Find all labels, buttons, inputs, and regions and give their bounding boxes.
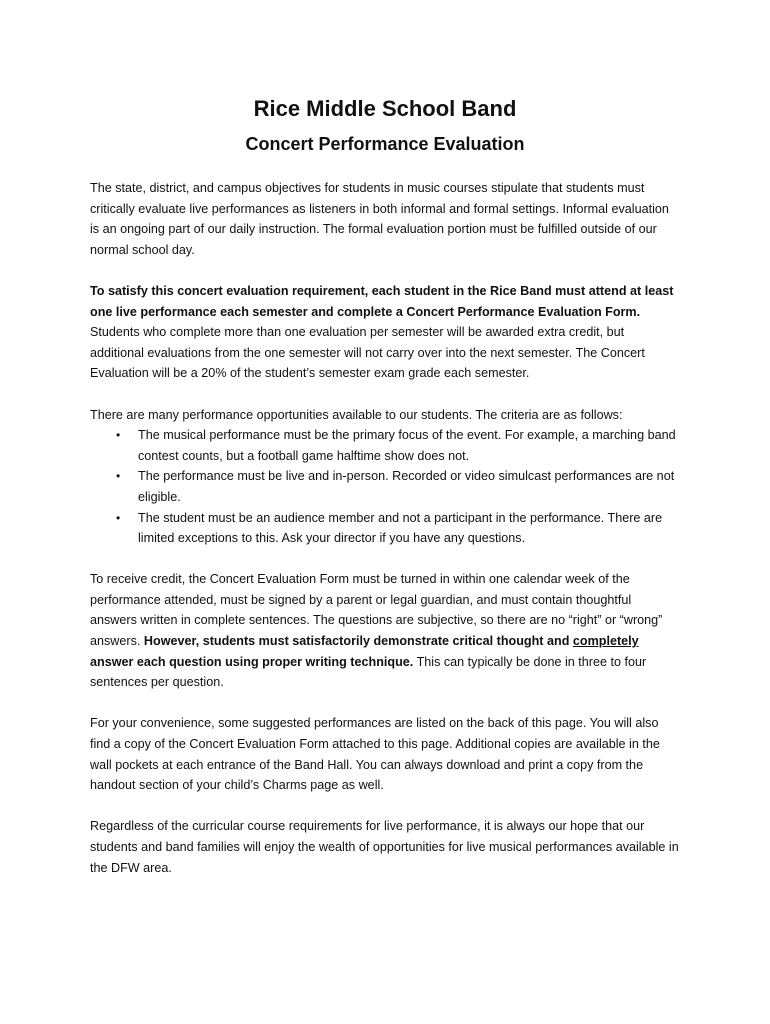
bullet-icon: • [116, 510, 121, 525]
document-page [90, 92, 680, 878]
credit-bold-part-b: answer each question using proper writing technique. [90, 654, 414, 669]
criteria-item-text: The student must be an audience member and not a participant in the performance. There are limited exceptions to this. Ask your director if you have any questions. [138, 510, 663, 546]
requirement-bold-text: To satisfy this concert evaluation requirement, each student in the Rice Band must attend at least one live performance each semester and complete a Concert Performance Evaluation Form. [90, 283, 674, 319]
criteria-item [116, 466, 680, 507]
intro-paragraph: The state, district, and campus objectives for students in music courses stipulate that students must critically evaluate live performances as listeners in both informal and formal settings. Informal evaluation is an ongoing part of our daily instruction. The formal evaluation portion must be fulfilled outside of our normal school day. [90, 181, 669, 257]
page-title: Rice Middle School Band [253, 96, 517, 121]
requirement-text: Students who complete more than one evaluation per semester will be awarded extra credit, but additional evaluations from the one semester will not carry over into the next semester. The Concert Evaluation will be a 20% of the student’s semester exam grade each semester. [90, 325, 645, 381]
bullet-icon: • [116, 428, 121, 443]
credit-paragraph [90, 569, 680, 693]
convenience-paragraph: For your convenience, some suggested performances are listed on the back of this page. You will also find a copy of the Concert Evaluation Form attached to this page. Additional copies are available in the wall pockets at each entrance of the Band Hall. You can always download and print a copy from the handout section of your child’s Charms page as well. [90, 716, 660, 793]
closing-paragraph: Regardless of the curricular course requirements for live performance, it is always our hope that our students and band families will enjoy the wealth of opportunities for live musical performances available in the DFW area. [90, 819, 679, 875]
credit-underlined-word: completely [572, 634, 639, 649]
page-subtitle: Concert Performance Evaluation [245, 134, 525, 154]
credit-text: To receive credit, the Concert Evaluation Form must be turned in within one calendar week of the performance attended, must be signed by a parent or legal guardian, and must contain thoughtful answers written in complete sentences. The questions are subjective, so there are no “right” or “wrong” answers. [90, 572, 663, 649]
bullet-icon: • [116, 469, 121, 484]
credit-bold-part-a: However, students must satisfactorily demonstrate critical thought and [143, 634, 573, 649]
criteria-item-text: The performance must be live and in-person. Recorded or video simulcast performances are not eligible. [138, 469, 675, 504]
criteria-list [90, 425, 680, 549]
criteria-item-text: The musical performance must be the primary focus of the event. For example, a marching band contest counts, but a football game halftime show does not. [138, 428, 676, 463]
criteria-intro-paragraph: There are many performance opportunities available to our students. The criteria are as follows: [90, 407, 623, 422]
credit-end-text: This can typically be done in three to four sentences per question. [90, 654, 647, 690]
criteria-item [116, 508, 680, 549]
requirement-paragraph [90, 281, 680, 384]
criteria-item [116, 425, 680, 466]
